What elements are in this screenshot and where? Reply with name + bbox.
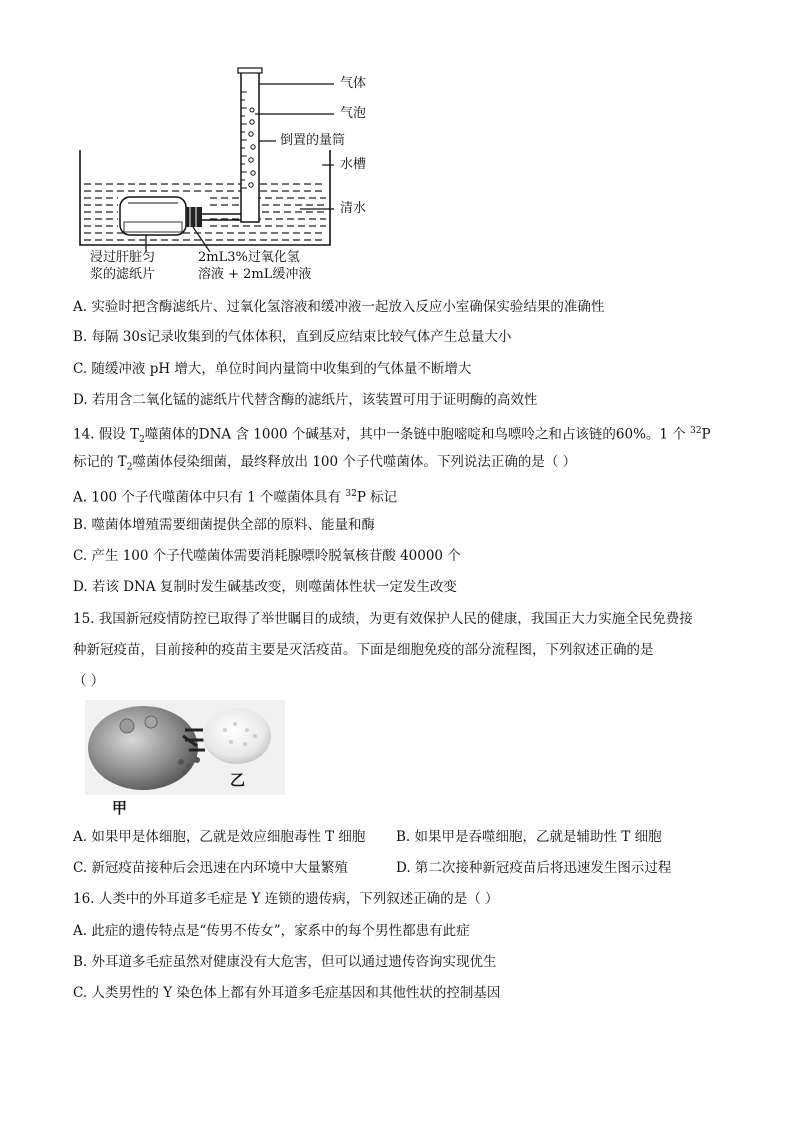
q16-stem: 16. 人类中的外耳道多毛症是 Y 连锁的遗传病，下列叙述正确的是（ ） (73, 891, 499, 907)
label-gas: 气体 (340, 76, 367, 91)
label-bubble: 气泡 (340, 106, 367, 121)
figure-label-jia: 甲 (112, 799, 128, 817)
q14-option-a: A. 100 个子代噬菌体中只有 1 个噬菌体具有 $^{32}$P 标记 (73, 489, 398, 506)
cell-immunity-figure (85, 700, 285, 815)
q15-stem-line1: 15. 我国新冠疫情防控已取得了举世瞩目的成绩，为更有效保护人民的健康，我国正大力实施全民免费接 (73, 611, 693, 627)
label-solution-1: 2mL3%过氧化氢 (198, 250, 300, 265)
q13-option-a: A. 实验时把含酶滤纸片、过氧化氢溶液和缓冲液一起放入反应小室确保实验结果的准确性 (73, 299, 605, 315)
label-tank: 水槽 (340, 157, 367, 172)
figure-label-yi: 乙 (230, 771, 246, 789)
q15-option-d: D. 第二次接种新冠疫苗后将迅速发生图示过程 (396, 860, 672, 876)
q16-option-c: C. 人类男性的 Y 染色体上都有外耳道多毛症基因和其他性状的控制基因 (73, 985, 501, 1001)
label-cylinder: 倒置的量筒 (280, 133, 346, 148)
q14-stem-line2: 标记的 $T_2$噬菌体侵染细菌，最终释放出 100 个子代噬菌体。下列说法正确的是（ ） (73, 454, 577, 473)
q14-option-d: D. 若该 DNA 复制时发生碱基改变，则噬菌体性状一定发生改变 (73, 579, 457, 595)
q16-option-a: A. 此症的遗传特点是“传男不传女”，家系中的每个男性都患有此症 (73, 923, 470, 939)
q15-stem-line3: （ ） (73, 673, 105, 689)
q14-option-b: B. 噬菌体增殖需要细菌提供全部的原料、能量和酶 (73, 517, 376, 533)
q14-stem-line1: 14. 假设 $T_2$噬菌体的DNA 含 1000 个碱基对，其中一条链中胞嘧啶和鸟嘌呤之和占该链的60%。1 个 $^{32}$P (73, 426, 711, 446)
q15-option-a: A. 如果甲是体细胞，乙就是效应细胞毒性 T 细胞 (73, 829, 366, 845)
q14-option-c: C. 产生 100 个子代噬菌体需要消耗腺嘌呤脱氧核苷酸 40000 个 (73, 548, 461, 564)
q15-option-b: B. 如果甲是吞噬细胞，乙就是辅助性 T 细胞 (396, 829, 662, 845)
q13-option-c: C. 随缓冲液 pH 增大，单位时间内量筒中收集到的气体量不断增大 (73, 361, 472, 377)
q13-option-b: B. 每隔 30s记录收集到的气体体积，直到反应结束比较气体产生总量大小 (73, 329, 512, 345)
q16-option-b: B. 外耳道多毛症虽然对健康没有大危害，但可以通过遗传咨询实现优生 (73, 954, 497, 970)
label-paper-1: 浸过肝脏匀 (90, 250, 156, 265)
label-water: 清水 (340, 201, 367, 216)
q15-stem-line2: 种新冠疫苗，目前接种的疫苗主要是灭活疫苗。下面是细胞免疫的部分流程图，下列叙述正确的是 (73, 642, 654, 658)
q15-option-c: C. 新冠疫苗接种后会迅速在内环境中大量繁殖 (73, 860, 348, 876)
label-paper-2: 浆的滤纸片 (90, 267, 156, 282)
q13-option-d: D. 若用含二氧化锰的滤纸片代替含酶的滤纸片，该装置可用于证明酶的高效性 (73, 392, 538, 408)
label-solution-2: 溶液 + 2mL缓冲液 (198, 267, 312, 282)
